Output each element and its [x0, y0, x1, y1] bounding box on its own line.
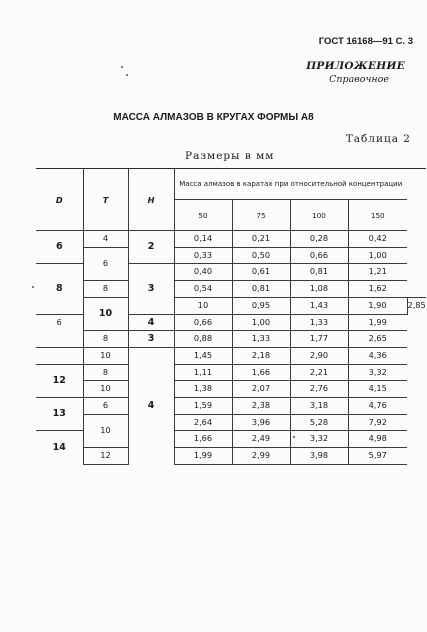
cell-value: 2,90: [290, 347, 348, 364]
cell-value: 4,76: [348, 398, 407, 415]
cell-value: 4,36: [348, 347, 407, 364]
cell-value: 5,97: [348, 448, 407, 465]
cell-value: 2,64: [174, 414, 232, 431]
cell-value: 5,28: [290, 414, 348, 431]
cell-value: 0,33: [174, 247, 232, 264]
table-row: [36, 281, 426, 298]
cell-value: 2,99: [232, 448, 290, 465]
cell-h: 3: [128, 264, 174, 314]
dimensions-note: Размеры в мм: [185, 150, 275, 162]
cell-value: 0,88: [174, 331, 232, 348]
scan-speck: [121, 66, 123, 68]
cell-h: 4: [128, 314, 174, 331]
scan-speck: [32, 286, 34, 288]
cell-d: 6: [36, 231, 83, 264]
table-row: [36, 414, 426, 431]
cell-value: 0,14: [174, 231, 232, 248]
cell-value: 2,07: [232, 381, 290, 398]
cell-value: 0,28: [290, 231, 348, 248]
standard-number: ГОСТ 16168—91 С. 3: [318, 36, 413, 47]
cell-value: 2,21: [290, 364, 348, 381]
scan-speck: [126, 74, 128, 76]
table-number: Таблица 2: [345, 133, 411, 145]
appendix-subtitle: Справочное: [329, 74, 389, 85]
cell-value: 2,49: [232, 431, 290, 448]
header-h: H: [128, 169, 174, 231]
cell-value: 0,54: [174, 281, 232, 298]
cell-t: 4: [83, 231, 128, 248]
cell-t: 8: [83, 364, 128, 381]
cell-value: 4,15: [348, 381, 407, 398]
cell-value: 1,33: [232, 331, 290, 348]
cell-value: 0,21: [232, 231, 290, 248]
cell-value: 0,66: [174, 314, 232, 331]
header-conc-75: 75: [232, 200, 290, 231]
cell-value: 2,18: [232, 347, 290, 364]
cell-value: 2,85: [407, 297, 426, 314]
table-row: [36, 448, 426, 465]
header-mass-group: Масса алмазов в каратах при относительной концентрации: [174, 169, 407, 200]
cell-d-blank: [36, 347, 83, 364]
cell-value: 0,81: [290, 264, 348, 281]
cell-h: 2: [128, 231, 174, 264]
cell-value: 1,08: [290, 281, 348, 298]
cell-d: 12: [36, 364, 83, 397]
cell-value: 0,61: [232, 264, 290, 281]
cell-value: 1,43: [290, 297, 348, 314]
cell-t: 8: [83, 281, 128, 298]
cell-value: 1,62: [348, 281, 407, 298]
cell-value: 1,21: [348, 264, 407, 281]
cell-value: 3,32: [348, 364, 407, 381]
appendix-label: ПРИЛОЖЕНИЕ: [306, 60, 405, 72]
cell-t: 10: [174, 297, 232, 314]
table-row: [36, 247, 426, 264]
cell-value: 1,33: [290, 314, 348, 331]
cell-value: 2,38: [232, 398, 290, 415]
cell-value: 3,98: [290, 448, 348, 465]
cell-t: 6: [83, 247, 128, 280]
cell-t: 10: [83, 414, 128, 447]
cell-value: 1,38: [174, 381, 232, 398]
cell-value: 3,32: [290, 431, 348, 448]
cell-value: 0,81: [232, 281, 290, 298]
cell-d: 14: [36, 431, 83, 464]
table-row: [36, 347, 426, 364]
header-conc-100: 100: [290, 200, 348, 231]
cell-d: 13: [36, 398, 83, 431]
cell-value: 0,42: [348, 231, 407, 248]
cell-value: 1,59: [174, 398, 232, 415]
cell-value: 0,66: [290, 247, 348, 264]
cell-d: 8: [36, 264, 83, 314]
cell-d: 10: [83, 297, 128, 330]
cell-value: 3,18: [290, 398, 348, 415]
cell-t: 10: [83, 347, 128, 364]
cell-value: 0,95: [232, 297, 290, 314]
table-row: [36, 297, 426, 314]
diamond-mass-table: [36, 168, 426, 465]
cell-value: 0,50: [232, 247, 290, 264]
cell-t: 12: [83, 448, 128, 465]
cell-value: 1,66: [174, 431, 232, 448]
cell-h: 3: [128, 331, 174, 348]
table-row: [36, 364, 426, 381]
cell-value: 0,40: [174, 264, 232, 281]
cell-t: 6: [36, 314, 83, 331]
cell-value: 1,99: [348, 314, 407, 331]
header-d: D: [36, 169, 83, 231]
header-t: T: [83, 169, 128, 231]
cell-t: 8: [83, 331, 128, 348]
cell-value: 2,76: [290, 381, 348, 398]
cell-value: 1,11: [174, 364, 232, 381]
cell-value: 1,90: [348, 297, 407, 314]
scan-speck: [293, 436, 295, 438]
header-conc-150: 150: [348, 200, 407, 231]
table-row: [36, 381, 426, 398]
table-row: [36, 331, 426, 348]
cell-h: 4: [128, 347, 174, 464]
cell-value: 1,45: [174, 347, 232, 364]
cell-t: 10: [83, 381, 128, 398]
cell-value: 1,00: [232, 314, 290, 331]
table-row: [36, 231, 426, 248]
cell-value: 2,65: [348, 331, 407, 348]
cell-value: 3,96: [232, 414, 290, 431]
cell-value: 4,98: [348, 431, 407, 448]
cell-value: 1,77: [290, 331, 348, 348]
table-row: [36, 398, 426, 415]
cell-t: 6: [83, 398, 128, 415]
cell-value: 1,66: [232, 364, 290, 381]
cell-value: 7,92: [348, 414, 407, 431]
cell-value: 1,99: [174, 448, 232, 465]
page-title: МАССА АЛМАЗОВ В КРУГАХ ФОРМЫ А8: [113, 112, 314, 123]
cell-value: 1,00: [348, 247, 407, 264]
cell-d-continued: [36, 331, 83, 348]
header-conc-50: 50: [174, 200, 232, 231]
